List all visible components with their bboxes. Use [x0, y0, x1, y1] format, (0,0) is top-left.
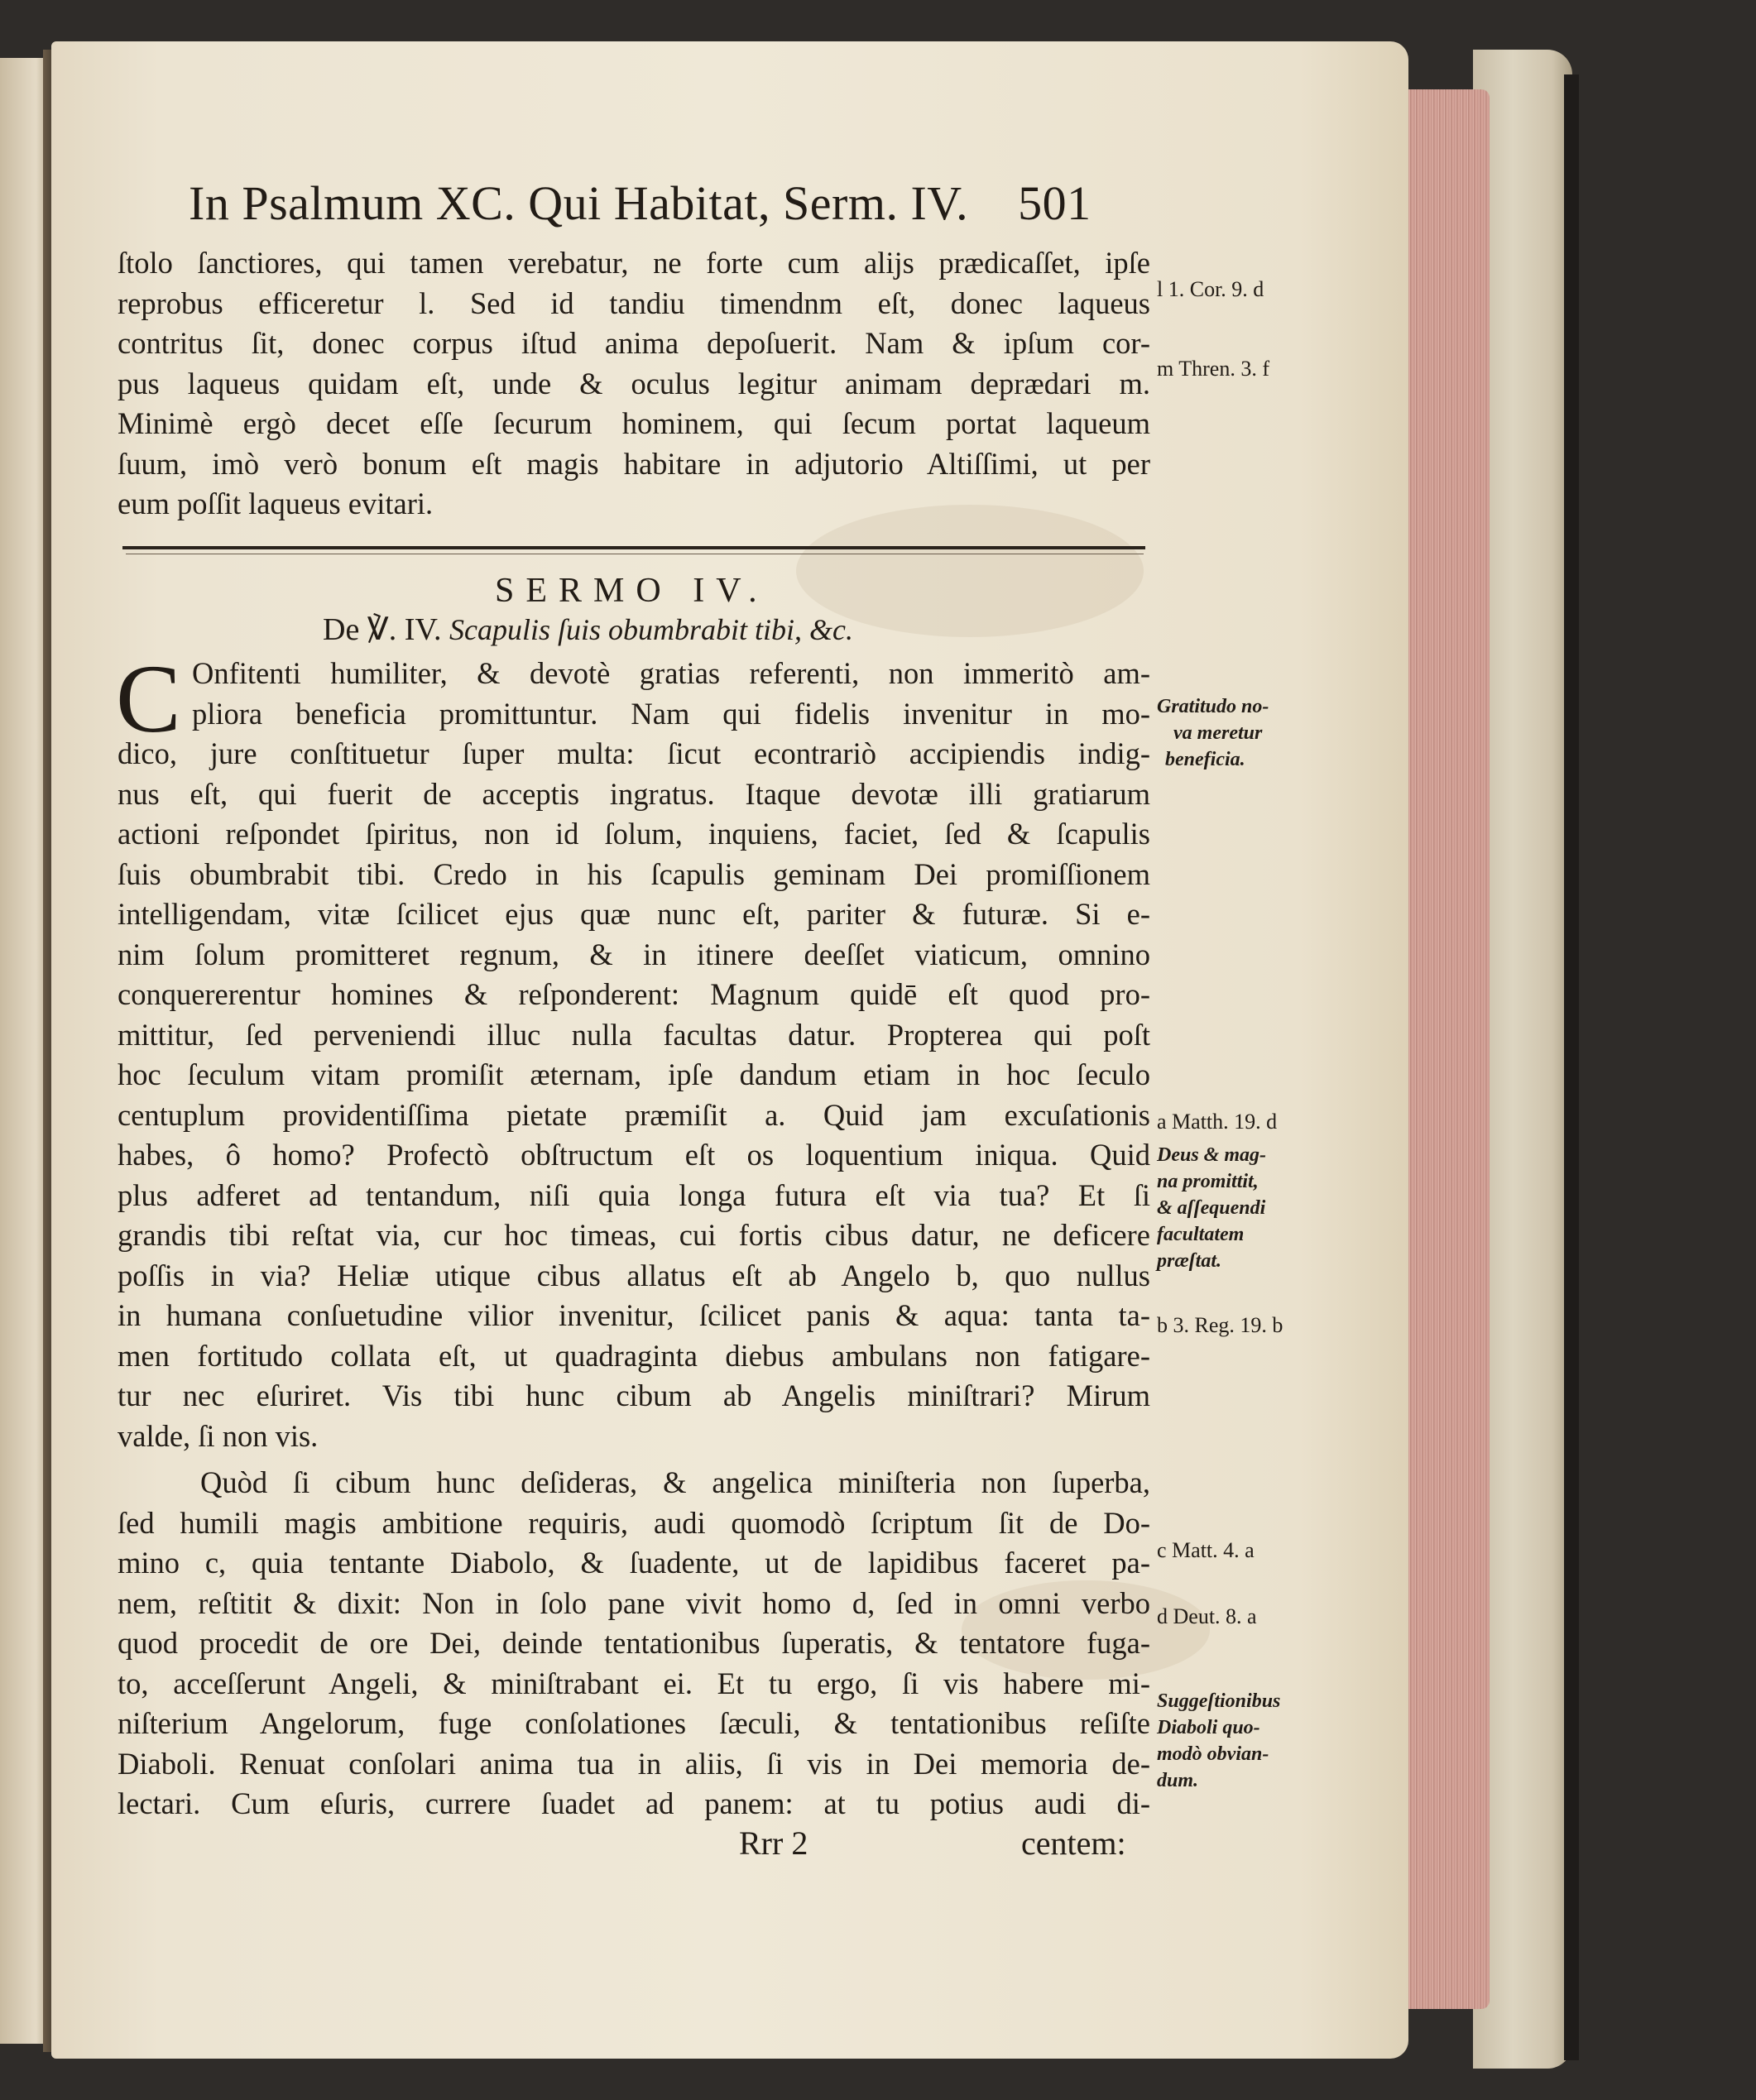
text-line: Minimè ergò decet eſſe ſecurum hominem, qui ſecum portat laqueum: [118, 406, 1150, 440]
catchword: centem:: [1021, 1824, 1126, 1862]
section-divider: [122, 546, 1145, 549]
gloss-line: beneficia.: [1165, 749, 1245, 770]
margin-note-citation: d Deut. 8. a: [1157, 1604, 1257, 1628]
gloss-line: facultatem: [1157, 1224, 1245, 1245]
red-page-edges: [1399, 89, 1490, 2009]
margin-note-citation: m Thren. 3. f: [1157, 357, 1269, 381]
margin-note-gloss: [1157, 693, 1269, 773]
page-number: 501: [1018, 176, 1092, 230]
margin-note-citation: b 3. Reg. 19. b: [1157, 1313, 1283, 1337]
text-line: Onfitenti humiliter, & devotè gratias referenti, non immeritò am-: [192, 656, 1150, 690]
text-line: contritus ſit, donec corpus iſtud anima depoſuerit. Nam & ipſum cor-: [118, 326, 1150, 360]
sermon-text-block: [116, 645, 1150, 1456]
text-line: quod procedit de ore Dei, deinde tentationibus ſuperatis, & tentatore fuga-: [118, 1626, 1150, 1660]
gloss-line: Gratitudo no-: [1157, 696, 1269, 717]
running-header: [189, 175, 1092, 231]
text-line: to, acceſſerunt Angeli, & miniſtrabant ei. Et tu ergo, ſi vis habere mi-: [118, 1666, 1150, 1700]
binding-shadow: [1564, 74, 1579, 2060]
text-line: ſtolo ſanctiores, qui tamen verebatur, ne forte cum alijs prædicaſſet, ipſe: [118, 246, 1150, 280]
signature-mark: Rrr 2: [739, 1824, 808, 1862]
verse-reference: De ℣. IV.: [323, 612, 442, 647]
text-line: lectari. Cum eſuris, currere ſuadet ad panem: at tu potius audi di-: [118, 1786, 1150, 1820]
gloss-line: na promittit,: [1157, 1171, 1259, 1192]
text-line: ſed humili magis ambitione requiris, audi quomodò ſcriptum ſit de Do-: [118, 1505, 1150, 1540]
text-line: mino c, quia tentante Diabolo, & ſuadente, ut de lapidibus faceret pa-: [118, 1546, 1150, 1580]
text-line: nim ſolum promitteret regnum, & in itinere deeſſet viaticum, omnino: [118, 937, 1150, 971]
paragraph-text-block: [118, 1463, 1150, 1824]
text-line: nus eſt, qui fuerit de acceptis ingratus. Itaque devotæ illi gratiarum: [118, 776, 1150, 811]
text-line: mittitur, ſed perveniendi illuc nulla facultas datur. Propterea qui poſt: [118, 1017, 1150, 1052]
text-line: Quòd ſi cibum hunc deſideras, & angelica miniſteria non ſuperba,: [200, 1465, 1150, 1499]
gloss-line: modò obvian-: [1157, 1743, 1269, 1765]
text-line: centuplum providentiſſima pietate præmiſit a. Quid jam excuſationis: [118, 1097, 1150, 1132]
verse-text: Scapulis ſuis obumbrabit tibi, &c.: [449, 613, 854, 646]
text-line: tur nec eſuriret. Vis tibi hunc cibum ab Angelis miniſtrari? Mirum: [118, 1378, 1150, 1412]
gloss-line: Suggeſtionibus: [1157, 1690, 1281, 1712]
text-line: reprobus efficeretur l. Sed id tandiu timendnm eſt, donec laqueus: [118, 285, 1150, 320]
text-line: eum poſſit laqueus evitari.: [118, 487, 434, 520]
gloss-line: Diaboli quo-: [1157, 1717, 1260, 1738]
gloss-line: præſtat.: [1157, 1250, 1221, 1272]
text-line: Diaboli. Renuat conſolari anima tua in aliis, ſi vis in Dei memoria de-: [118, 1746, 1150, 1781]
text-line: actioni reſpondet ſpiritus, non id ſolum, inquiens, faciet, ſed & ſcapulis: [118, 817, 1150, 851]
text-line: habes, ô homo? Profectò obſtructum eſt os loquentium iniqua. Quid: [118, 1138, 1150, 1172]
gloss-line: & aſſequendi: [1157, 1197, 1266, 1219]
text-line: in humana conſuetudine vilior invenitur, ſcilicet panis & aqua: tanta ta-: [118, 1298, 1150, 1332]
drop-capital: C: [116, 645, 181, 753]
continued-text-block: [118, 243, 1150, 525]
sermon-subtitle: [323, 611, 853, 648]
gloss-line: dum.: [1157, 1770, 1199, 1791]
text-line: hoc ſeculum vitam promiſit æternam, ipſe dandum etiam in hoc ſeculo: [118, 1057, 1150, 1091]
text-line: intelligendam, vitæ ſcilicet ejus quæ nunc eſt, pariter & futuræ. Si e-: [118, 897, 1150, 931]
text-line: conquererentur homines & reſponderent: Magnum quidē eſt quod pro-: [118, 977, 1150, 1011]
running-title: In Psalmum XC. Qui Habitat, Serm. IV.: [189, 176, 969, 230]
text-line: nem, reſtitit & dixit: Non in ſolo pane vivit homo d, ſed in omni verbo: [118, 1585, 1150, 1620]
margin-note-gloss: [1157, 1688, 1280, 1794]
text-line: niſterium Angelorum, fuge conſolationes ſæculi, & tentationibus reſiſte: [118, 1706, 1150, 1740]
gloss-line: va meretur: [1173, 722, 1263, 744]
text-line: poſſis in via? Heliæ utique cibus allatus eſt ab Angelo b, quo nullus: [118, 1258, 1150, 1292]
text-line: plus adferet ad tentandum, niſi quia longa futura eſt via tua? Et ſi: [118, 1177, 1150, 1212]
text-line: men fortitudo collata eſt, ut quadraginta diebus ambulans non fatigare-: [118, 1338, 1150, 1373]
text-line: pus laqueus quidam eſt, unde & oculus legitur animam deprædari m.: [118, 366, 1150, 400]
sermon-title: SERMO IV.: [495, 572, 769, 610]
margin-note-citation: a Matth. 19. d: [1157, 1110, 1278, 1134]
text-line: pliora beneficia promittuntur. Nam qui fidelis invenitur in mo-: [192, 696, 1150, 731]
margin-note-gloss: [1157, 1142, 1266, 1274]
text-line: dico, jure conſtituetur ſuper multa: ſicut econtrariò accipiendis indig-: [118, 736, 1150, 770]
text-line: ſuum, imò verò bonum eſt magis habitare in adjutorio Altiſſimi, ut per: [118, 446, 1150, 481]
margin-note-citation: c Matt. 4. a: [1157, 1538, 1255, 1562]
text-line: ſuis obumbrabit tibi. Credo in his ſcapulis geminam Dei promiſſionem: [118, 856, 1150, 891]
text-line: valde, ſi non vis.: [118, 1418, 319, 1453]
gloss-line: Deus & mag-: [1157, 1144, 1266, 1166]
margin-note-citation: l 1. Cor. 9. d: [1157, 277, 1264, 301]
text-line: grandis tibi reſtat via, cur hoc timeas, cui fortis cibus datur, ne deficere: [118, 1218, 1150, 1252]
